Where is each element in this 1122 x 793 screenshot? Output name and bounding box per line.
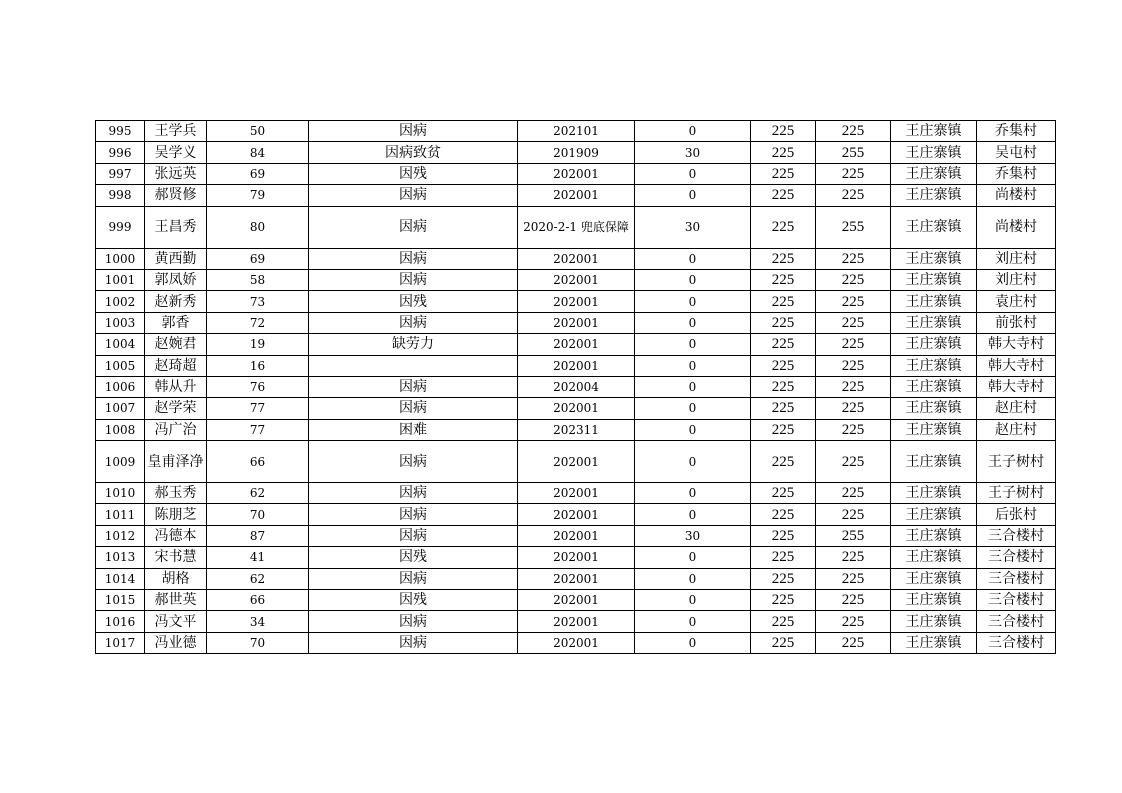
cell-name: 张远英 [145, 163, 207, 184]
cell-reason: 因病 [309, 483, 518, 504]
table-row [96, 525, 1056, 546]
cell-reason: 因病 [309, 248, 518, 269]
cell-extra-amount: 0 [635, 398, 751, 419]
cell-town: 王庄寨镇 [891, 376, 977, 397]
cell-total-amount: 225 [816, 376, 891, 397]
cell-village: 刘庄村 [977, 269, 1056, 290]
cell-serial-number: 1009 [96, 441, 145, 483]
cell-name: 赵新秀 [145, 291, 207, 312]
cell-reason: 困难 [309, 419, 518, 440]
cell-name: 冯文平 [145, 611, 207, 632]
cell-village: 前张村 [977, 312, 1056, 333]
cell-reason: 因残 [309, 590, 518, 611]
cell-total-amount: 225 [816, 483, 891, 504]
cell-total-amount: 255 [816, 206, 891, 248]
cell-reason: 因病 [309, 185, 518, 206]
table-row [96, 376, 1056, 397]
cell-extra-amount: 0 [635, 291, 751, 312]
cell-date: 202001 [518, 398, 635, 419]
table-row [96, 334, 1056, 355]
cell-village: 韩大寺村 [977, 355, 1056, 376]
cell-name: 郝世英 [145, 590, 207, 611]
table-row [96, 206, 1056, 248]
cell-extra-amount: 0 [635, 185, 751, 206]
table-row [96, 398, 1056, 419]
cell-date: 202001 [518, 163, 635, 184]
cell-base-amount: 225 [751, 185, 816, 206]
cell-serial-number: 997 [96, 163, 145, 184]
cell-date: 202001 [518, 568, 635, 589]
cell-town: 王庄寨镇 [891, 525, 977, 546]
cell-extra-amount: 0 [635, 568, 751, 589]
cell-serial-number: 1015 [96, 590, 145, 611]
cell-town: 王庄寨镇 [891, 590, 977, 611]
cell-serial-number: 1004 [96, 334, 145, 355]
cell-serial-number: 1007 [96, 398, 145, 419]
table-row [96, 312, 1056, 333]
cell-village: 乔集村 [977, 121, 1056, 142]
cell-reason: 因残 [309, 547, 518, 568]
cell-total-amount: 225 [816, 163, 891, 184]
table-row [96, 291, 1056, 312]
cell-reason: 因病 [309, 611, 518, 632]
cell-date: 202001 [518, 483, 635, 504]
cell-age: 34 [207, 611, 309, 632]
cell-age: 80 [207, 206, 309, 248]
cell-serial-number: 999 [96, 206, 145, 248]
cell-date: 202001 [518, 334, 635, 355]
cell-base-amount: 225 [751, 355, 816, 376]
cell-town: 王庄寨镇 [891, 248, 977, 269]
cell-age: 41 [207, 547, 309, 568]
cell-total-amount: 225 [816, 568, 891, 589]
cell-reason: 因病 [309, 525, 518, 546]
cell-extra-amount: 0 [635, 269, 751, 290]
cell-serial-number: 1017 [96, 632, 145, 653]
cell-town: 王庄寨镇 [891, 355, 977, 376]
cell-town: 王庄寨镇 [891, 419, 977, 440]
cell-total-amount: 225 [816, 355, 891, 376]
cell-age: 84 [207, 142, 309, 163]
cell-age: 62 [207, 568, 309, 589]
cell-age: 69 [207, 248, 309, 269]
cell-village: 王子树村 [977, 483, 1056, 504]
cell-base-amount: 225 [751, 398, 816, 419]
cell-town: 王庄寨镇 [891, 483, 977, 504]
cell-village: 三合楼村 [977, 547, 1056, 568]
cell-total-amount: 255 [816, 142, 891, 163]
cell-serial-number: 1010 [96, 483, 145, 504]
cell-town: 王庄寨镇 [891, 185, 977, 206]
cell-base-amount: 225 [751, 291, 816, 312]
cell-age: 69 [207, 163, 309, 184]
cell-extra-amount: 30 [635, 142, 751, 163]
cell-total-amount: 225 [816, 121, 891, 142]
cell-serial-number: 1011 [96, 504, 145, 525]
cell-serial-number: 1000 [96, 248, 145, 269]
cell-extra-amount: 0 [635, 355, 751, 376]
cell-village: 吴屯村 [977, 142, 1056, 163]
cell-serial-number: 1012 [96, 525, 145, 546]
cell-age: 66 [207, 441, 309, 483]
cell-total-amount: 225 [816, 398, 891, 419]
cell-town: 王庄寨镇 [891, 269, 977, 290]
cell-town: 王庄寨镇 [891, 441, 977, 483]
cell-extra-amount: 0 [635, 590, 751, 611]
table-row [96, 121, 1056, 142]
cell-village: 乔集村 [977, 163, 1056, 184]
cell-base-amount: 225 [751, 376, 816, 397]
cell-village: 赵庄村 [977, 419, 1056, 440]
cell-town: 王庄寨镇 [891, 121, 977, 142]
table-row [96, 142, 1056, 163]
cell-extra-amount: 0 [635, 376, 751, 397]
cell-town: 王庄寨镇 [891, 504, 977, 525]
cell-extra-amount: 30 [635, 206, 751, 248]
cell-extra-amount: 0 [635, 504, 751, 525]
cell-total-amount: 225 [816, 504, 891, 525]
cell-date: 202001 [518, 269, 635, 290]
cell-serial-number: 1014 [96, 568, 145, 589]
cell-base-amount: 225 [751, 441, 816, 483]
cell-village: 韩大寺村 [977, 376, 1056, 397]
cell-total-amount: 225 [816, 291, 891, 312]
cell-age: 16 [207, 355, 309, 376]
cell-village: 刘庄村 [977, 248, 1056, 269]
cell-date: 202001 [518, 611, 635, 632]
cell-age: 70 [207, 632, 309, 653]
cell-extra-amount: 0 [635, 163, 751, 184]
cell-date: 202001 [518, 504, 635, 525]
cell-serial-number: 1008 [96, 419, 145, 440]
cell-date: 2020-2-1 兜底保障 [518, 206, 635, 248]
cell-base-amount: 225 [751, 248, 816, 269]
cell-reason: 因残 [309, 291, 518, 312]
cell-village: 袁庄村 [977, 291, 1056, 312]
cell-reason: 因病致贫 [309, 142, 518, 163]
cell-town: 王庄寨镇 [891, 312, 977, 333]
cell-total-amount: 225 [816, 312, 891, 333]
cell-date: 201909 [518, 142, 635, 163]
cell-name: 陈朋芝 [145, 504, 207, 525]
cell-age: 58 [207, 269, 309, 290]
cell-total-amount: 225 [816, 590, 891, 611]
cell-reason: 因病 [309, 206, 518, 248]
cell-town: 王庄寨镇 [891, 142, 977, 163]
cell-village: 韩大寺村 [977, 334, 1056, 355]
cell-reason: 因病 [309, 398, 518, 419]
cell-name: 皇甫泽净 [145, 441, 207, 483]
cell-date: 202001 [518, 547, 635, 568]
cell-base-amount: 225 [751, 525, 816, 546]
cell-serial-number: 1013 [96, 547, 145, 568]
cell-age: 79 [207, 185, 309, 206]
cell-reason: 因病 [309, 441, 518, 483]
cell-base-amount: 225 [751, 483, 816, 504]
cell-base-amount: 225 [751, 163, 816, 184]
cell-date: 202001 [518, 185, 635, 206]
cell-name: 王昌秀 [145, 206, 207, 248]
cell-name: 冯广治 [145, 419, 207, 440]
table-row [96, 419, 1056, 440]
cell-serial-number: 1003 [96, 312, 145, 333]
table-row [96, 269, 1056, 290]
cell-base-amount: 225 [751, 504, 816, 525]
table-row [96, 441, 1056, 483]
cell-name: 赵婉君 [145, 334, 207, 355]
cell-base-amount: 225 [751, 334, 816, 355]
beneficiary-table [95, 120, 1056, 654]
cell-reason: 因病 [309, 312, 518, 333]
cell-name: 韩从升 [145, 376, 207, 397]
cell-date: 202001 [518, 312, 635, 333]
cell-town: 王庄寨镇 [891, 206, 977, 248]
cell-age: 87 [207, 525, 309, 546]
cell-age: 76 [207, 376, 309, 397]
table-body [96, 121, 1056, 654]
table-row [96, 504, 1056, 525]
cell-date: 202001 [518, 632, 635, 653]
cell-base-amount: 225 [751, 312, 816, 333]
cell-reason: 因病 [309, 632, 518, 653]
cell-total-amount: 225 [816, 632, 891, 653]
cell-village: 王子树村 [977, 441, 1056, 483]
cell-reason [309, 355, 518, 376]
cell-total-amount: 225 [816, 611, 891, 632]
cell-date: 202311 [518, 419, 635, 440]
cell-serial-number: 1016 [96, 611, 145, 632]
cell-age: 19 [207, 334, 309, 355]
cell-age: 70 [207, 504, 309, 525]
cell-age: 50 [207, 121, 309, 142]
cell-town: 王庄寨镇 [891, 547, 977, 568]
cell-village: 尚楼村 [977, 206, 1056, 248]
cell-base-amount: 225 [751, 568, 816, 589]
cell-base-amount: 225 [751, 611, 816, 632]
cell-town: 王庄寨镇 [891, 291, 977, 312]
cell-name: 郭香 [145, 312, 207, 333]
cell-name: 吴学义 [145, 142, 207, 163]
cell-extra-amount: 0 [635, 483, 751, 504]
cell-base-amount: 225 [751, 269, 816, 290]
cell-extra-amount: 0 [635, 632, 751, 653]
cell-age: 77 [207, 419, 309, 440]
table-row [96, 547, 1056, 568]
cell-base-amount: 225 [751, 632, 816, 653]
table-row [96, 483, 1056, 504]
cell-total-amount: 225 [816, 269, 891, 290]
cell-base-amount: 225 [751, 547, 816, 568]
table-row [96, 355, 1056, 376]
cell-age: 66 [207, 590, 309, 611]
cell-village: 尚楼村 [977, 185, 1056, 206]
cell-reason: 因病 [309, 121, 518, 142]
table-row [96, 632, 1056, 653]
cell-serial-number: 998 [96, 185, 145, 206]
table-row [96, 611, 1056, 632]
cell-village: 三合楼村 [977, 611, 1056, 632]
cell-name: 王学兵 [145, 121, 207, 142]
cell-date: 202001 [518, 525, 635, 546]
cell-reason: 因病 [309, 568, 518, 589]
cell-name: 郝贤修 [145, 185, 207, 206]
cell-date: 202001 [518, 441, 635, 483]
cell-name: 赵学荣 [145, 398, 207, 419]
cell-date: 202001 [518, 355, 635, 376]
cell-date: 202004 [518, 376, 635, 397]
cell-extra-amount: 0 [635, 441, 751, 483]
cell-age: 77 [207, 398, 309, 419]
cell-base-amount: 225 [751, 590, 816, 611]
cell-reason: 因病 [309, 504, 518, 525]
cell-date: 202001 [518, 248, 635, 269]
cell-age: 73 [207, 291, 309, 312]
cell-name: 郭凤娇 [145, 269, 207, 290]
cell-date: 202001 [518, 590, 635, 611]
cell-name: 黄西勤 [145, 248, 207, 269]
cell-name: 冯德本 [145, 525, 207, 546]
cell-extra-amount: 0 [635, 312, 751, 333]
cell-serial-number: 1006 [96, 376, 145, 397]
table-row [96, 590, 1056, 611]
cell-name: 冯业德 [145, 632, 207, 653]
cell-serial-number: 1002 [96, 291, 145, 312]
cell-town: 王庄寨镇 [891, 334, 977, 355]
cell-extra-amount: 0 [635, 547, 751, 568]
cell-total-amount: 225 [816, 419, 891, 440]
cell-base-amount: 225 [751, 419, 816, 440]
cell-extra-amount: 0 [635, 334, 751, 355]
cell-town: 王庄寨镇 [891, 568, 977, 589]
cell-name: 赵琦超 [145, 355, 207, 376]
cell-town: 王庄寨镇 [891, 611, 977, 632]
cell-town: 王庄寨镇 [891, 163, 977, 184]
cell-serial-number: 995 [96, 121, 145, 142]
cell-extra-amount: 0 [635, 419, 751, 440]
cell-total-amount: 225 [816, 547, 891, 568]
cell-total-amount: 225 [816, 248, 891, 269]
cell-base-amount: 225 [751, 121, 816, 142]
cell-total-amount: 225 [816, 441, 891, 483]
cell-age: 72 [207, 312, 309, 333]
cell-reason: 因病 [309, 269, 518, 290]
cell-extra-amount: 30 [635, 525, 751, 546]
cell-extra-amount: 0 [635, 121, 751, 142]
cell-total-amount: 225 [816, 334, 891, 355]
cell-reason: 缺劳力 [309, 334, 518, 355]
cell-village: 赵庄村 [977, 398, 1056, 419]
cell-reason: 因残 [309, 163, 518, 184]
cell-village: 三合楼村 [977, 568, 1056, 589]
cell-date: 202001 [518, 291, 635, 312]
cell-town: 王庄寨镇 [891, 398, 977, 419]
table-row [96, 568, 1056, 589]
cell-name: 胡格 [145, 568, 207, 589]
cell-name: 郝玉秀 [145, 483, 207, 504]
cell-serial-number: 1005 [96, 355, 145, 376]
cell-village: 三合楼村 [977, 525, 1056, 546]
cell-base-amount: 225 [751, 142, 816, 163]
cell-date: 202101 [518, 121, 635, 142]
cell-village: 三合楼村 [977, 632, 1056, 653]
table-row [96, 185, 1056, 206]
cell-village: 后张村 [977, 504, 1056, 525]
table-row [96, 163, 1056, 184]
cell-village: 三合楼村 [977, 590, 1056, 611]
cell-total-amount: 225 [816, 185, 891, 206]
cell-town: 王庄寨镇 [891, 632, 977, 653]
cell-serial-number: 996 [96, 142, 145, 163]
cell-reason: 因病 [309, 376, 518, 397]
cell-extra-amount: 0 [635, 611, 751, 632]
cell-extra-amount: 0 [635, 248, 751, 269]
table-row [96, 248, 1056, 269]
cell-total-amount: 255 [816, 525, 891, 546]
cell-name: 宋书慧 [145, 547, 207, 568]
cell-serial-number: 1001 [96, 269, 145, 290]
cell-base-amount: 225 [751, 206, 816, 248]
cell-age: 62 [207, 483, 309, 504]
